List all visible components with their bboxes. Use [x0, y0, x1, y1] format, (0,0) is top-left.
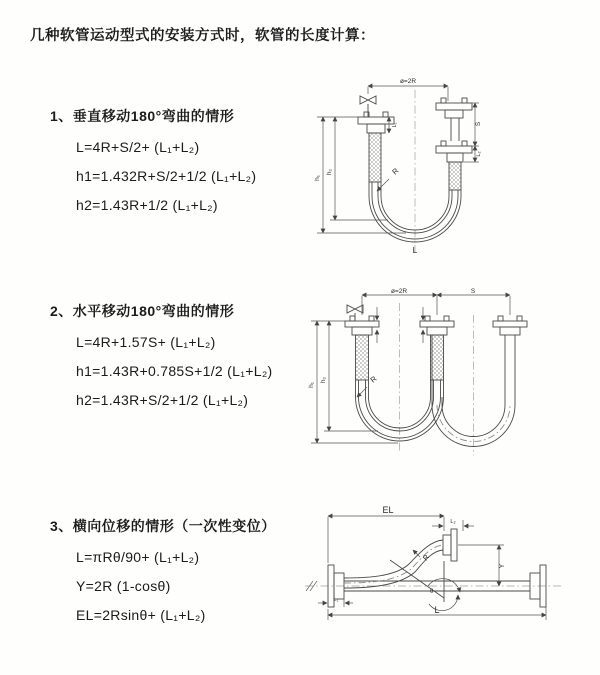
valve-icon — [360, 96, 376, 104]
braided-hose-section — [369, 133, 381, 182]
label-s: S — [470, 288, 476, 295]
braided-hose-section — [431, 335, 444, 380]
formula-h2: h2=1.43R+S/2+1/2 (L₁+L₂) — [76, 392, 249, 408]
label-diameter: ø=2R — [399, 78, 417, 85]
label-l: L — [434, 605, 440, 615]
dimension-lines — [317, 86, 479, 233]
braided-hose-section — [356, 335, 369, 380]
page-title: 几种软管运动型式的安装方式时，软管的长度计算： — [30, 28, 375, 44]
valve-icon — [347, 305, 363, 313]
label-el: EL — [382, 505, 394, 515]
formula-l: L=πRθ/90+ (L₁+L₂) — [76, 549, 200, 565]
section-1-heading: 1、垂直移动180°弯曲的情形 — [50, 108, 235, 124]
section-1 — [50, 106, 320, 213]
label-l: L — [412, 245, 418, 255]
section-2-heading: 2、水平移动180°弯曲的情形 — [50, 303, 235, 319]
formula-l: L=4R+S/2+ (L₁+L₂) — [76, 139, 200, 155]
diagram-horizontal-180 — [303, 285, 545, 467]
dimension-lines — [318, 516, 546, 620]
label-r: R — [368, 374, 379, 385]
diagram-vertical-180 — [308, 70, 538, 265]
diagram-lateral-displacement — [303, 503, 565, 655]
formula-h1: h1=1.432R+S/2+1/2 (L₁+L₂) — [76, 168, 257, 184]
label-l1: L₁ — [392, 122, 398, 128]
formula-el: EL=2Rsinθ+ (L₁+L₂) — [76, 607, 206, 623]
label-h2: h₂ — [320, 376, 327, 384]
label-h1: h₁ — [308, 382, 315, 388]
section-3 — [50, 516, 320, 623]
dimension-lines — [311, 295, 510, 443]
section-2 — [50, 301, 320, 408]
label-l1: L₁ — [333, 597, 339, 603]
label-r: R — [390, 166, 401, 177]
section-3-heading: 3、横向位移的情形（一次性变位） — [50, 518, 276, 534]
label-l2: L₂ — [476, 151, 482, 157]
formula-h1: h1=1.43R+0.785S+1/2 (L₁+L₂) — [76, 363, 273, 379]
hose-assembly — [328, 529, 546, 611]
formula-l: L=4R+1.57S+ (L₁+L₂) — [76, 334, 216, 350]
label-r: R — [422, 553, 431, 563]
braided-hose-section — [449, 162, 461, 190]
label-l2: L₂ — [450, 519, 456, 525]
angle-leg-line — [390, 560, 444, 598]
label-theta: θ — [430, 589, 434, 595]
label-h1: h₁ — [314, 175, 321, 181]
label-y: Y — [499, 563, 506, 569]
label-s: S — [475, 121, 482, 127]
formula-y: Y=2R (1-cosθ) — [76, 578, 171, 594]
label-diameter: ø=2R — [390, 288, 408, 295]
formula-h2: h2=1.43R+1/2 (L₁+L₂) — [76, 197, 218, 213]
label-h2: h₂ — [326, 168, 333, 176]
